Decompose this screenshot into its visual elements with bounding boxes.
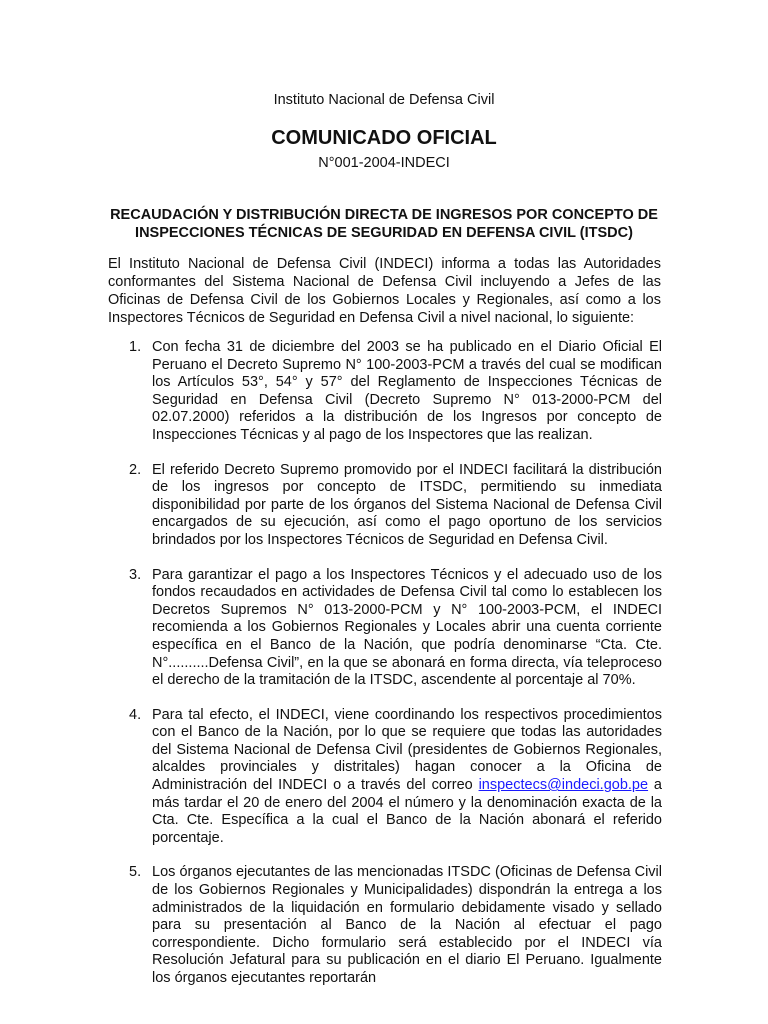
list-item-text: Con fecha 31 de diciembre del 2003 se ha publicado en el Diario Oficial El Peruano el Decreto Supremo N° 100-2003-PCM a través del cual se modifican los Artículos 53°, 54° y 57° del Reglamento de Inspecciones Técnicas de Seguridad en Defensa Civil (Decreto Supremo N° 013-2000-PCM del 02.07.2000) referidos a la distribución de los Ingresos por concepto de Inspecciones Técnicas y al pago de los Inspectores que las realizan. — [152, 339, 662, 443]
list-item-number: 1. — [129, 339, 142, 355]
list-item-number: 5. — [129, 864, 142, 881]
document-subject: RECAUDACIÓN Y DISTRIBUCIÓN DIRECTA DE INGRESOS POR CONCEPTO DE INSPECCIONES TÉCNICAS DE SEGURIDAD EN DEFENSA CIVIL (ITSDC) — [110, 207, 658, 241]
list-item-5 — [0, 864, 662, 987]
institute-name: Instituto Nacional de Defensa Civil — [273, 92, 495, 108]
list-item-text: El referido Decreto Supremo promovido por el INDECI facilitará la distribución de los ingresos por concepto de ITSDC, permitiendo su inmediata disponibilidad por parte de los órganos del Sistema Nacional de Defensa Civil encargados de su ejecución, así como el pago oportuno de los servicios brindados por los Inspectores Técnicos de Seguridad en Defensa Civil. — [152, 461, 662, 548]
list-item-number: 2. — [129, 461, 142, 478]
list-item-number: 3. — [129, 566, 142, 583]
list-item-text-after: a más tardar el 20 de enero del 2004 el número y la denominación exacta de la Cta. Cte. Específica a la cual el Banco de la Nación abonará el referido porcentaje. — [152, 777, 662, 846]
list-item-2 — [0, 462, 662, 550]
email-link[interactable]: inspectecs@indeci.gob.pe — [478, 777, 649, 794]
numbered-list — [0, 339, 768, 1005]
list-item-1 — [0, 339, 662, 445]
list-item-text-before: Para tal efecto, el INDECI, viene coordinando los respectivos procedimientos con el Banco de la Nación, por lo que se requiere que todas las autoridades del Sistema Nacional de Defensa Civil (presidentes de Gobiernos Regionales, alcaldes provinciales y distritales) hagan conocer a la Oficina de Administración del INDECI o a través del correo — [152, 706, 662, 794]
list-item-3 — [0, 567, 662, 690]
list-item-number: 4. — [129, 706, 142, 723]
list-item-text: Los órganos ejecutantes de las mencionadas ITSDC (Oficinas de Defensa Civil de los Gobiernos Regionales y Municipalidades) dispondrán la entrega a los administrados de la liquidación en formulario debidamente visado y sellado para su presentación al Banco de la Nación al efectuar el pago correspondiente. Dicho formulario será establecido por el INDECI vía Resolución Jefatural para su publicación en el diario El Peruano. Igualmente los órganos ejecutantes reportarán — [152, 864, 662, 986]
list-item-text: Para garantizar el pago a los Inspectores Técnicos y el adecuado uso de los fondos recaudados en actividades de Defensa Civil tal como lo establecen los Decretos Supremos N° 013-2000-PCM y N° 100-2003-PCM, el INDECI recomienda a los Gobiernos Regionales y Locales abrir una cuenta corriente específica en el Banco de la Nación, que podría denominarse “Cta. Cte. N°..........Defensa Civil”, en la que se abonará en forma directa, vía teleproceso el derecho de la tramitación de la ITSDC, ascendente al porcentaje al 70%. — [152, 566, 662, 689]
document-number: N°001-2004-INDECI — [318, 155, 450, 171]
list-item-4 — [0, 707, 662, 848]
intro-paragraph: El Instituto Nacional de Defensa Civil (INDECI) informa a todas las Autoridades conformantes del Sistema Nacional de Defensa Civil incluyendo a Jefes de las Oficinas de Defensa Civil de los Gobiernos Locales y Regionales, así como a los Inspectores Técnicos de Seguridad en Defensa Civil a nivel nacional, lo siguiente: — [108, 256, 661, 326]
document-title: COMUNICADO OFICIAL — [271, 127, 497, 149]
